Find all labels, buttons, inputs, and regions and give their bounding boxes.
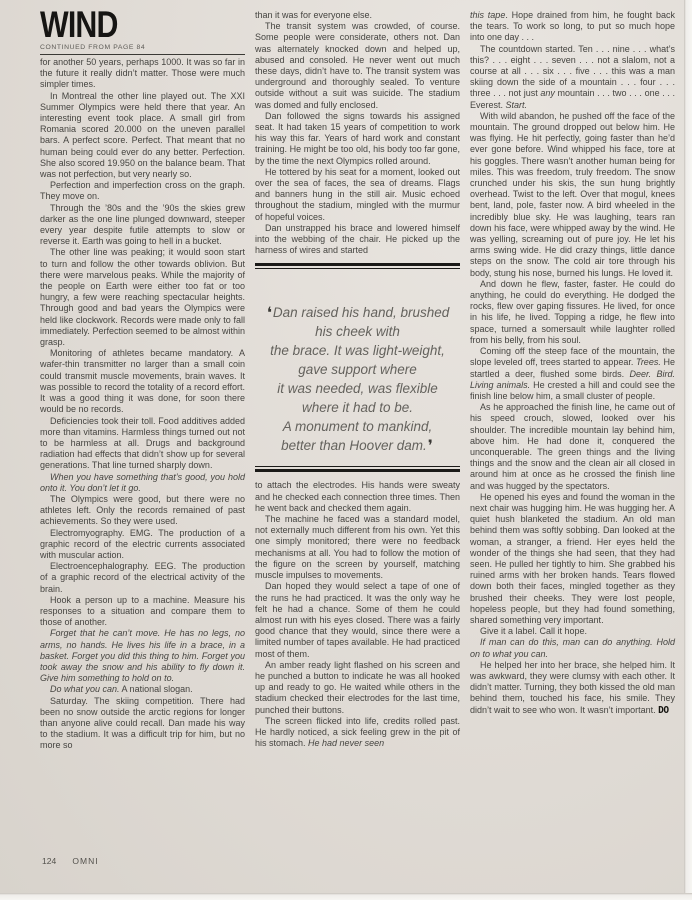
text-run: Electroencephalography. EEG. The production of a graphic record of the electrical activity of the brain.	[40, 561, 245, 594]
paragraph	[470, 111, 675, 279]
footer-magazine-title: OMNI	[72, 856, 99, 866]
pull-quote	[255, 269, 460, 457]
paragraph	[255, 379, 460, 398]
text-run: He crested a hill and could see the finish line below him, a small cluster of people.	[470, 379, 675, 401]
text-run: The transit system was crowded, of course. Some people were considerate, others not. Dan was alternately knocked down and helped up, abused and consoled. He never went out much these days, didn’t have to. The transit system was underground and thoroughly sealed. To venture outside without a suit was suicide. The stadium was domed and fully enclosed.	[255, 21, 460, 110]
paragraph	[255, 660, 460, 716]
column-2-lower-text	[255, 480, 460, 749]
paragraph	[255, 417, 460, 436]
text-run: As he approached the finish line, he came out of his speed crouch, slowed, looked over his shoulder. The incredible mountain lay behind him, above him. He had done it, conquered the unconquerable. The green things and the living things and the snow and the clean air all closed in around him at once as he crossed the finish line and was hugged by the spectators.	[470, 402, 675, 491]
close-quote-icon: ❜	[427, 438, 433, 456]
text-run: better than Hoover dam.	[281, 438, 427, 454]
end-of-article-icon: DO	[658, 704, 669, 716]
text-run: He helped her into her brace, she helped him. It was awkward, they were clumsy with each other. It didn’t matter. Turning, they both kissed the old man behind them, touched his face, his smile. They didn’t wait to see who won. It wasn’t important.	[470, 659, 675, 715]
paragraph	[40, 180, 245, 202]
paragraph	[470, 279, 675, 346]
text-column-3	[470, 10, 675, 716]
paragraph	[40, 561, 245, 595]
text-run: Start.	[505, 99, 528, 110]
paragraph	[40, 247, 245, 348]
text-run: gave support where	[298, 362, 417, 378]
page-edge-bottom	[0, 893, 692, 900]
paragraph	[40, 684, 245, 695]
text-run: Give it a label. Call it hope.	[480, 626, 588, 637]
text-column-1	[40, 57, 245, 752]
text-column-2	[255, 10, 460, 749]
paragraph	[255, 716, 460, 750]
paragraph	[40, 348, 245, 415]
text-run: He startled a deer, flushed some birds.	[470, 357, 675, 379]
text-run: mountain . . . two . . . one . . . Everest.	[470, 88, 675, 110]
text-run: In Montreal the other line played out. The XXI Summer Olympics were held there that year. An interesting event took place. A small girl from Romania scored 20.000 on the uneven parallel bars. A perfect score. Perfect. That meant that no human being could ever do any better. Perfection. She also scored 19.950 on the balance beam. That was not perfection, but very nearly so.	[40, 90, 245, 180]
paragraph	[255, 480, 460, 514]
text-run: With wild abandon, he pushed off the face of the mountain. The ground dropped out below him. He was flying. He hit perfectly, going faster than he’d ever gone before. Wind whipped his face, tore at his goggles. There wasn’t another human being for miles. This was freedom, truly freedom. The snow crunched under his skis, the sun hung brightly overhead. Twist to the left. Over that mogul, knees bent, land, pole, faster now. A bird wheeled in the incredibly blue sky. He was laughing, tears ran down his face, were whipped away by the wind. He was yelling, screaming out of pure joy. He let his arms swing wide. He did crazy things, little dance steps on the snow. The cold air tore through his body, stung his nose, burned his lungs. He loved it.	[470, 110, 675, 278]
paragraph	[255, 398, 460, 417]
text-run: The Olympics were good, but there were no athletes left. Only the records remained of past achievements. So they were used.	[40, 493, 245, 527]
text-run: The screen flicked into life, credits rolled past. He hardly noticed, a sick feeling grew in the pit of his stomach.	[255, 715, 460, 749]
text-run: it was needed, was flexible	[277, 381, 438, 397]
text-run: The countdown started. Ten . . . nine . . . what’s this? . . . eight . . . seven . . . not a slalom, not a course at all . . . six . . . five . . . this was a man skiing down the side of a mountain . . . four . . . three . . . not just	[470, 43, 675, 99]
article-title: WIND	[40, 4, 118, 45]
text-run: An amber ready light flashed on his screen and he punched a button to indicate he was all hooked up and ready to go. He waited while others in the stadium checked their electrodes for the last time, punched their buttons.	[255, 659, 460, 715]
paragraph	[255, 303, 460, 322]
text-run: A national slogan.	[119, 684, 193, 695]
text-run: Deer. Bird. Living animals.	[470, 368, 675, 390]
text-run: for another 50 years, perhaps 1000. It was so far in the future it really didn’t matter. Those were much simpler times.	[40, 57, 245, 90]
text-run: than it was for everyone else.	[255, 10, 373, 20]
text-run: Coming off the steep face of the mountain, the slope leveled off, trees started to appear.	[470, 346, 675, 368]
paragraph	[40, 494, 245, 528]
text-run: Deficiencies took their toll. Food additives added more than vitamins. Harmless things turned out not to be harmless at all. Drugs and background radiation had effects that didn’t show up for several generations. That line turned sharply down.	[40, 415, 245, 471]
text-run: the brace. It was light-weight,	[270, 343, 445, 359]
text-run: Dan followed the signs towards his assigned seat. It had taken 15 years of competition to work his way this far. Years of hard work and constant training. He might be too old, his body too far gone, by the time the next Olympics rolled around.	[255, 110, 460, 166]
open-quote-icon: ❛	[266, 305, 272, 323]
text-run: Monitoring of athletes became mandatory. A wafer-thin transmitter no larger than a small coin could transmit muscle movements, brain waves. It was possible to record the totality of a record effort. It was a good thing it was done, for soon there would be no records.	[40, 348, 245, 415]
text-run: Do what you can.	[50, 684, 120, 695]
text-run: Trees.	[635, 357, 661, 368]
footer-page-number: 124	[42, 856, 57, 866]
paragraph	[255, 341, 460, 360]
text-run: any	[540, 88, 555, 99]
paragraph	[470, 637, 675, 659]
page-footer	[42, 856, 242, 866]
paragraph	[470, 492, 675, 626]
text-run: Dan raised his hand, brushed	[272, 305, 450, 321]
paragraph	[255, 167, 460, 223]
text-run: Perfection and imperfection cross on the graph. They move on.	[40, 180, 245, 202]
paragraph	[40, 91, 245, 181]
paragraph	[40, 528, 245, 562]
paragraph	[255, 322, 460, 341]
text-run: Saturday. The skiing competition. There had been no snow outside the arctic regions for longer than anyone alive could recall. Dan made his way to the stadium. It was a difficult trip for him, but no more so	[40, 695, 245, 751]
text-run: Electromyography. EMG. The production of a graphic record of the electric currents associated with muscular action.	[40, 527, 245, 560]
continued-from-line: CONTINUED FROM PAGE 84	[40, 44, 146, 51]
text-run: The machine he faced was a standard model, not externally much different from his own. Yet this one simply monitored; there were no feedback mechanisms at all. You had to follow the motion of the figure on the screen by yourself, matching muscle impulses to movements.	[255, 514, 460, 581]
text-run: Hook a person up to a machine. Measure his responses to a situation and compare them to those of another.	[40, 594, 245, 628]
text-run: If man can do this, man can do anything. Hold on to what you can.	[470, 637, 675, 659]
page-edge-right	[684, 0, 692, 900]
paragraph	[40, 696, 245, 752]
paragraph	[255, 436, 460, 455]
header-rule	[40, 54, 245, 55]
text-run: to attach the electrodes. His hands were sweaty and he checked each connection three times. Then he went back and checked them again.	[255, 480, 460, 513]
paragraph	[255, 581, 460, 659]
article-header	[40, 4, 245, 55]
text-run: his cheek with	[315, 324, 400, 340]
text-run: . Hope drained from him, he fought back the tears. To work so long, to put so much hope into one day . . .	[470, 10, 675, 43]
paragraph	[470, 402, 675, 492]
paragraph	[40, 203, 245, 248]
text-run: Dan hoped they would select a tape of one of the runs he had practiced. It was the only way he felt he had a chance. Some of them he could almost run with his eyes closed. There was a fairly good chance that they would, since there were a limited number of tapes available. He had practiced most of them.	[255, 581, 460, 659]
text-run: The other line was peaking; it would soon start to turn and follow the other towards oblivion. But there were marvelous peaks. While the majority of the people on Earth were either too fat or too hungry, a few were reaching spectacular heights. Through good and bad years the Olympics were held like clockwork. Records were made only to fall immediately. Perfection seemed to be almost within grasp.	[40, 247, 245, 348]
paragraph	[255, 111, 460, 167]
text-run: And down he flew, faster, faster. He could do anything, he could do everything. He dodged the rocks, flew over gaping fissures. He lived, for once in his life, he lived. Topping a ridge, he flew into space, turned a somersault while laughter rolled from his belly, from his soul.	[470, 278, 675, 345]
paragraph	[255, 10, 460, 21]
paragraph	[470, 660, 675, 716]
paragraph	[40, 57, 245, 91]
paragraph	[470, 10, 675, 44]
paragraph	[40, 628, 245, 684]
text-run: He had never seen	[308, 738, 385, 749]
column-2-upper-text	[255, 10, 460, 256]
paragraph	[255, 360, 460, 379]
paragraph	[255, 514, 460, 581]
paragraph	[255, 21, 460, 111]
text-run: He tottered by his seat for a moment, looked out over the sea of faces, the sea of dreams. Flags and banners hung in the still air. Music echoed throughout the stadium, mingled with the murmur of hopeful voices.	[255, 166, 460, 222]
paragraph	[40, 472, 245, 494]
paragraph	[470, 44, 675, 111]
paragraph	[470, 346, 675, 402]
text-run: this tape	[470, 10, 506, 20]
text-run: Dan unstrapped his brace and lowered himself into the webbing of the chair. He picked up the harness of wires and started	[255, 222, 460, 256]
paragraph	[255, 223, 460, 257]
pull-quote-bottom-rule	[255, 466, 460, 472]
text-run: He opened his eyes and found the woman in the next chair was hugging him. He was hugging her. A quiet hush blanketed the stadium. An old man behind them was softly sobbing. Dan looked at the woman, a stranger, a friend. Her eyes held the wonder of the things she had seen, that they had seen. He pulled her tightly to him. She grabbed his ruined arms with her broken hands. Tears flowed down both their faces, mingled together as they brushed their cheeks. They were lost people, hopeless people, but they had found something, shared something very important.	[470, 491, 675, 625]
text-run: When you have something that’s good, you hold onto it. You don’t let it go.	[40, 471, 245, 493]
text-run: A monument to mankind,	[282, 419, 433, 435]
text-run: Forget that he can’t move. He has no legs, no arms, no hands. He lives his life in a brace, in a basket. Forget you did this thing to him. Forget you took away the snow and his ability to fly down it. Give him something to hold on to.	[40, 628, 245, 684]
text-run: Through the ’80s and the ’90s the skies grew darker as the one line plunged downward, steeper every year despite futile attempts to slow or reverse it. Earth was going to hell in a bucket.	[40, 202, 245, 247]
paragraph	[470, 626, 675, 637]
paragraph	[40, 595, 245, 629]
paragraph	[40, 416, 245, 472]
text-run: where it had to be.	[301, 400, 414, 416]
